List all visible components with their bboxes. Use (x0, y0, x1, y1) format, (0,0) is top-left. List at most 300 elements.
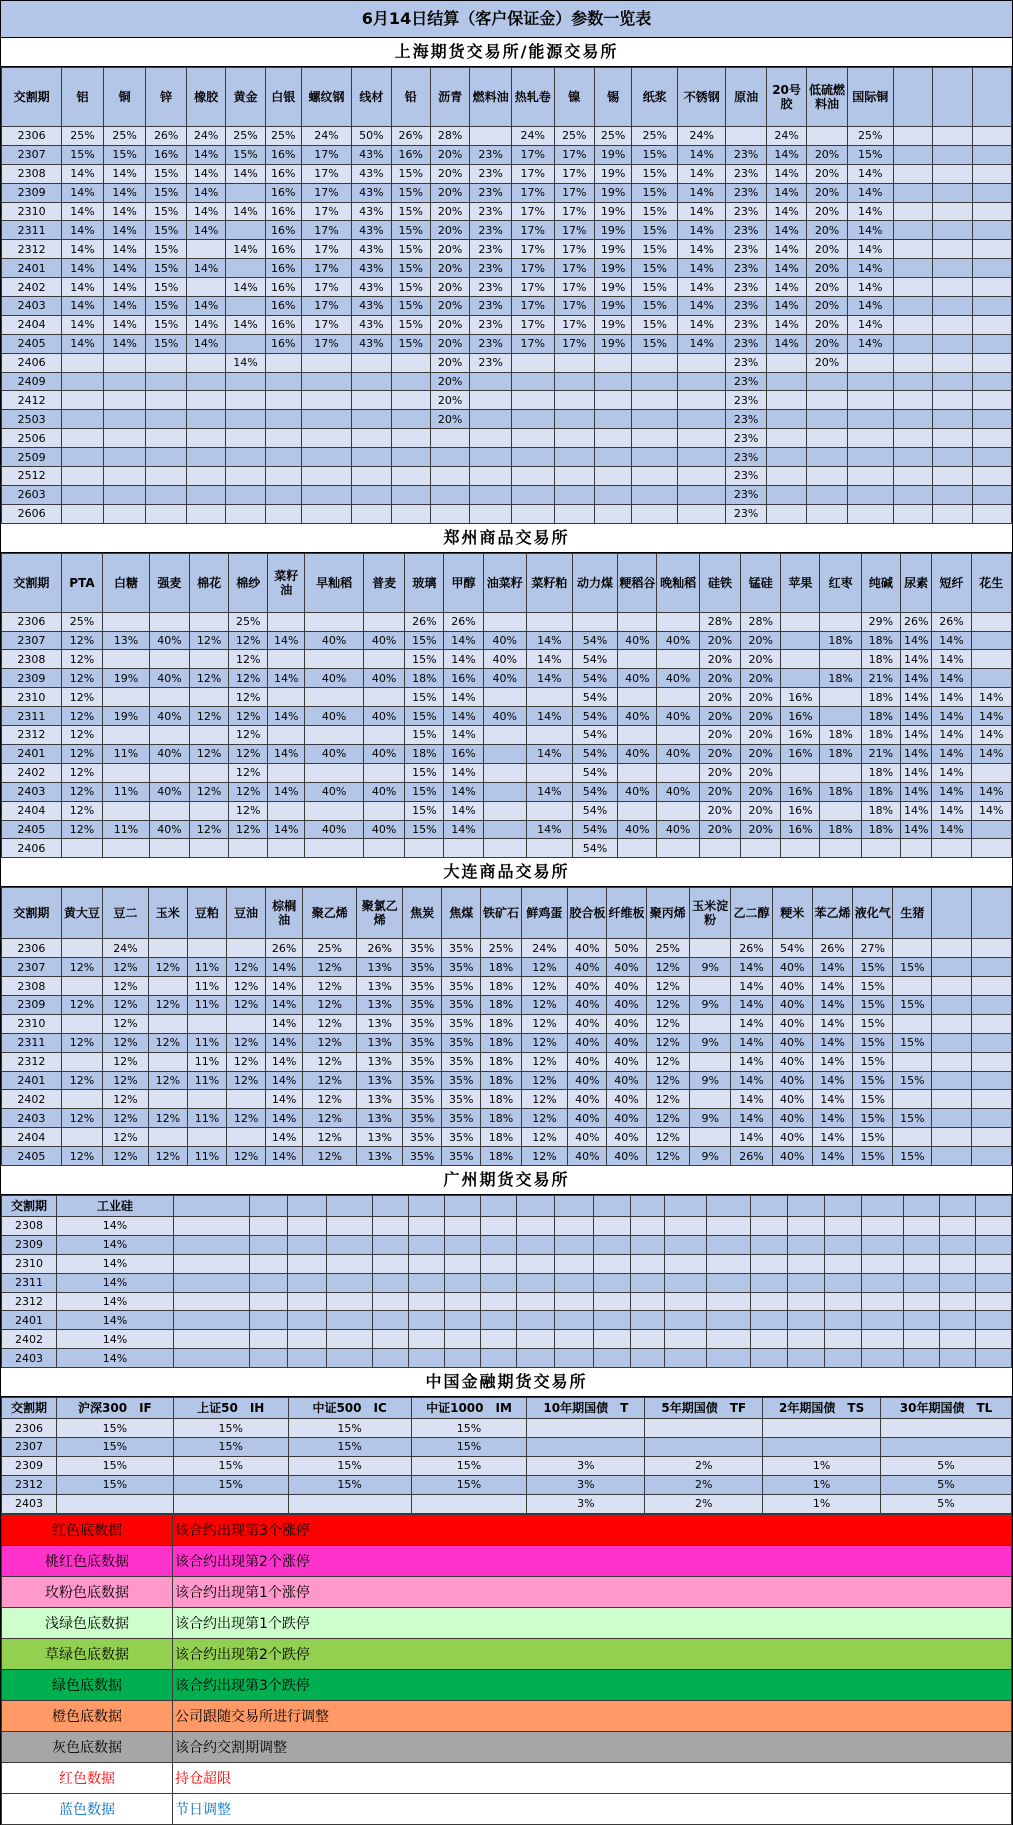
delivery-period-cell: 2310 (2, 202, 62, 221)
margin-cell: 15% (405, 650, 444, 669)
column-header: 棉花 (190, 553, 229, 612)
margin-cell (595, 410, 632, 429)
margin-cell: 40% (772, 1033, 812, 1052)
margin-cell (933, 183, 972, 202)
column-header: 焦煤 (442, 888, 481, 939)
margin-cell (470, 448, 512, 467)
delivery-period-cell: 2311 (2, 1273, 57, 1292)
margin-cell: 12% (227, 1033, 266, 1052)
margin-cell: 14% (678, 202, 726, 221)
margin-cell: 15% (173, 1437, 288, 1456)
margin-cell (430, 448, 469, 467)
margin-cell (190, 763, 229, 782)
delivery-period-cell: 2401 (2, 259, 62, 278)
margin-cell: 43% (352, 297, 391, 316)
column-header: 纸浆 (632, 68, 678, 127)
margin-cell (893, 1128, 932, 1147)
margin-cell: 14% (766, 202, 806, 221)
legend-key: 草绿色底数据 (2, 1638, 173, 1669)
margin-cell (707, 1330, 751, 1349)
margin-cell (933, 448, 972, 467)
delivery-period-cell: 2310 (2, 1254, 57, 1273)
delivery-period-cell: 2310 (2, 1014, 62, 1033)
margin-cell: 23% (726, 504, 766, 523)
margin-cell: 12% (227, 1052, 266, 1071)
margin-cell: 2% (645, 1475, 763, 1494)
table-row (2, 259, 1012, 278)
margin-cell (972, 410, 1011, 429)
column-header: 棕榈油 (266, 888, 303, 939)
margin-cell (226, 334, 265, 353)
margin-cell: 12% (61, 726, 102, 745)
legend-value: 该合约出现第3个涨停 (173, 1514, 1012, 1545)
legend-value: 节日调整 (173, 1793, 1012, 1824)
column-header (174, 1195, 250, 1216)
margin-cell: 12% (61, 995, 102, 1014)
legend-row (2, 1514, 1012, 1545)
margin-cell (781, 669, 820, 688)
column-header: 5年期国债 TF (645, 1398, 763, 1419)
margin-cell: 14% (103, 183, 146, 202)
table-row (2, 1475, 1012, 1494)
margin-cell: 16% (265, 297, 301, 316)
delivery-period-cell: 2403 (2, 1494, 57, 1513)
margin-cell (847, 391, 893, 410)
margin-cell: 15% (146, 221, 186, 240)
table-row (2, 669, 1012, 688)
margin-cell: 23% (470, 334, 512, 353)
margin-cell: 26% (731, 939, 772, 958)
margin-cell: 14% (731, 995, 772, 1014)
margin-cell: 28% (699, 612, 740, 631)
table-row (2, 782, 1012, 801)
margin-cell (940, 1349, 976, 1368)
margin-cell (807, 429, 847, 448)
margin-cell: 12% (521, 1014, 568, 1033)
margin-cell: 15% (288, 1419, 411, 1438)
margin-cell: 12% (190, 707, 229, 726)
margin-cell: 12% (646, 958, 689, 977)
margin-cell (174, 1273, 250, 1292)
margin-table (1, 1195, 1012, 1368)
margin-cell (481, 1273, 517, 1292)
margin-cell: 14% (57, 1216, 174, 1235)
margin-cell: 14% (186, 297, 225, 316)
margin-cell: 18% (861, 801, 900, 820)
margin-cell (847, 467, 893, 486)
margin-cell (825, 1216, 862, 1235)
margin-cell: 15% (853, 1128, 893, 1147)
margin-cell (657, 688, 699, 707)
margin-cell (893, 127, 932, 146)
margin-cell: 40% (363, 744, 404, 763)
margin-cell: 15% (56, 1475, 173, 1494)
margin-cell (678, 448, 726, 467)
margin-cell: 43% (352, 183, 391, 202)
delivery-period-cell: 2306 (2, 127, 62, 146)
margin-cell (62, 429, 104, 448)
margin-cell (149, 801, 189, 820)
margin-cell (972, 467, 1011, 486)
margin-cell (904, 1235, 940, 1254)
column-header: 燃料油 (470, 68, 512, 127)
margin-cell: 11% (187, 977, 226, 996)
margin-cell (146, 429, 186, 448)
margin-cell: 23% (726, 164, 766, 183)
margin-cell: 14% (900, 669, 932, 688)
margin-cell (678, 504, 726, 523)
margin-cell (305, 839, 364, 858)
margin-cell (146, 372, 186, 391)
margin-cell (301, 504, 351, 523)
margin-cell: 14% (812, 1071, 852, 1090)
column-header: 不锈钢 (678, 68, 726, 127)
column-header: 玻璃 (405, 553, 444, 612)
margin-cell (517, 1235, 555, 1254)
margin-cell: 13% (357, 1014, 403, 1033)
margin-cell (373, 1292, 409, 1311)
margin-cell (483, 839, 526, 858)
margin-cell: 14% (766, 259, 806, 278)
margin-cell: 40% (607, 1071, 646, 1090)
margin-cell (103, 504, 146, 523)
margin-cell: 20% (430, 240, 469, 259)
margin-cell: 35% (442, 1033, 481, 1052)
margin-cell: 40% (772, 1071, 812, 1090)
margin-cell: 40% (772, 995, 812, 1014)
margin-cell: 15% (632, 259, 678, 278)
margin-cell: 19% (103, 669, 150, 688)
margin-cell (186, 240, 225, 259)
margin-cell: 14% (731, 1090, 772, 1109)
margin-cell (174, 1349, 250, 1368)
margin-cell (373, 1311, 409, 1330)
margin-cell: 20% (741, 820, 781, 839)
margin-cell (807, 410, 847, 429)
margin-cell: 13% (357, 1128, 403, 1147)
margin-cell: 43% (352, 202, 391, 221)
margin-cell (847, 353, 893, 372)
margin-cell (352, 372, 391, 391)
legend-row (2, 1669, 1012, 1700)
margin-cell (862, 1216, 904, 1235)
legend-row (2, 1576, 1012, 1607)
margin-cell: 14% (527, 820, 573, 839)
margin-cell: 23% (726, 448, 766, 467)
margin-cell (657, 612, 699, 631)
margin-cell (445, 1311, 481, 1330)
margin-cell: 14% (678, 315, 726, 334)
margin-cell: 26% (266, 939, 303, 958)
margin-cell (751, 1330, 788, 1349)
margin-cell: 14% (678, 278, 726, 297)
margin-cell (904, 1216, 940, 1235)
delivery-period-cell: 2310 (2, 688, 62, 707)
margin-cell: 13% (357, 1090, 403, 1109)
margin-cell: 54% (572, 688, 618, 707)
margin-cell (517, 1254, 555, 1273)
margin-cell: 12% (646, 977, 689, 996)
margin-cell (707, 1254, 751, 1273)
margin-cell: 20% (699, 726, 740, 745)
margin-cell: 35% (403, 977, 442, 996)
margin-cell: 23% (726, 353, 766, 372)
margin-cell: 14% (766, 145, 806, 164)
delivery-period-cell: 2309 (2, 669, 62, 688)
table-row (2, 164, 1012, 183)
margin-cell: 20% (430, 221, 469, 240)
margin-cell: 18% (481, 1014, 521, 1033)
margin-cell (972, 504, 1011, 523)
margin-cell (893, 240, 932, 259)
margin-cell: 35% (403, 1071, 442, 1090)
margin-cell (527, 612, 573, 631)
margin-cell (766, 429, 806, 448)
margin-cell (363, 688, 404, 707)
margin-cell (595, 485, 632, 504)
margin-cell: 14% (62, 240, 104, 259)
margin-cell: 12% (227, 1147, 266, 1166)
margin-cell: 40% (149, 820, 189, 839)
header-row (2, 1398, 1012, 1419)
column-header: 油菜籽 (483, 553, 526, 612)
column-header: 短纤 (932, 553, 971, 612)
margin-cell: 15% (103, 145, 146, 164)
margin-cell: 14% (57, 1349, 174, 1368)
margin-cell: 24% (511, 127, 554, 146)
margin-cell (56, 1494, 173, 1513)
margin-cell (788, 1273, 825, 1292)
margin-cell (707, 1273, 751, 1292)
margin-cell (373, 1254, 409, 1273)
margin-cell: 14% (268, 820, 305, 839)
margin-cell (229, 839, 268, 858)
margin-cell: 14% (444, 763, 483, 782)
margin-cell: 15% (56, 1437, 173, 1456)
margin-cell (971, 939, 1011, 958)
margin-cell (301, 467, 351, 486)
margin-cell: 12% (103, 995, 149, 1014)
margin-cell: 15% (853, 958, 893, 977)
margin-cell: 18% (861, 782, 900, 801)
margin-cell (972, 278, 1011, 297)
margin-cell: 28% (741, 612, 781, 631)
margin-cell (788, 1254, 825, 1273)
column-header: 乙二醇 (731, 888, 772, 939)
margin-cell: 29% (861, 612, 900, 631)
margin-cell (595, 391, 632, 410)
margin-cell (327, 1254, 373, 1273)
margin-cell: 14% (57, 1292, 174, 1311)
margin-cell (893, 1090, 932, 1109)
margin-cell: 12% (227, 1109, 266, 1128)
margin-cell: 14% (971, 801, 1011, 820)
table-row (2, 995, 1012, 1014)
delivery-period-cell: 2404 (2, 1128, 62, 1147)
margin-cell (751, 1349, 788, 1368)
column-header: 低硫燃料油 (807, 68, 847, 127)
margin-cell: 40% (568, 1014, 607, 1033)
margin-cell (470, 372, 512, 391)
margin-cell: 18% (820, 631, 861, 650)
margin-cell: 35% (403, 1147, 442, 1166)
table-row (2, 297, 1012, 316)
margin-cell: 23% (470, 145, 512, 164)
margin-cell: 14% (527, 744, 573, 763)
margin-cell (265, 448, 301, 467)
margin-cell: 15% (288, 1456, 411, 1475)
margin-cell (483, 744, 526, 763)
margin-cell (933, 315, 972, 334)
margin-cell (825, 1254, 862, 1273)
margin-cell (932, 1128, 971, 1147)
margin-cell (305, 612, 364, 631)
margin-cell (227, 1014, 266, 1033)
delivery-period-cell: 2409 (2, 372, 62, 391)
margin-cell: 23% (726, 221, 766, 240)
legend-row (2, 1731, 1012, 1762)
delivery-period-cell: 2311 (2, 707, 62, 726)
margin-cell: 1% (763, 1475, 881, 1494)
margin-cell (972, 183, 1011, 202)
margin-cell: 15% (391, 240, 430, 259)
margin-cell: 12% (190, 744, 229, 763)
margin-cell (61, 1128, 102, 1147)
column-header (904, 1195, 940, 1216)
margin-cell (862, 1235, 904, 1254)
margin-cell (190, 650, 229, 669)
margin-cell (972, 429, 1011, 448)
margin-cell: 20% (807, 259, 847, 278)
margin-cell: 14% (900, 801, 932, 820)
margin-cell: 40% (568, 1109, 607, 1128)
margin-cell: 15% (632, 240, 678, 259)
margin-cell: 14% (812, 1128, 852, 1147)
margin-cell: 13% (103, 631, 150, 650)
margin-cell: 40% (149, 782, 189, 801)
margin-cell (690, 1128, 731, 1147)
margin-cell (594, 1292, 631, 1311)
margin-cell: 12% (646, 1014, 689, 1033)
margin-cell: 12% (303, 977, 357, 996)
margin-cell (227, 1128, 266, 1147)
margin-cell (190, 612, 229, 631)
delivery-period-cell: 2306 (2, 1419, 57, 1438)
margin-cell: 3% (527, 1494, 645, 1513)
delivery-period-cell: 2312 (2, 726, 62, 745)
margin-cell: 14% (62, 297, 104, 316)
margin-cell: 12% (190, 669, 229, 688)
margin-cell: 12% (303, 995, 357, 1014)
margin-cell (186, 429, 225, 448)
margin-cell (976, 1330, 1012, 1349)
margin-cell (932, 995, 971, 1014)
delivery-period-cell: 2308 (2, 164, 62, 183)
margin-cell: 15% (56, 1456, 173, 1475)
margin-cell (288, 1254, 327, 1273)
legend-value: 持仓超限 (173, 1762, 1012, 1793)
margin-cell: 20% (741, 726, 781, 745)
margin-cell (511, 372, 554, 391)
margin-cell: 20% (699, 744, 740, 763)
column-header: 工业硅 (57, 1195, 174, 1216)
table-row (2, 1419, 1012, 1438)
table-row (2, 1330, 1012, 1349)
margin-cell (250, 1349, 288, 1368)
table-row (2, 650, 1012, 669)
margin-cell (618, 801, 657, 820)
column-header: 30年期国债 TL (881, 1398, 1012, 1419)
margin-cell (881, 1437, 1012, 1456)
margin-cell (820, 801, 861, 820)
margin-cell: 12% (521, 1147, 568, 1166)
column-header (517, 1195, 555, 1216)
margin-cell: 40% (149, 631, 189, 650)
margin-cell (186, 278, 225, 297)
delivery-period-cell: 2405 (2, 1147, 62, 1166)
margin-cell: 18% (820, 744, 861, 763)
margin-cell: 20% (741, 631, 781, 650)
margin-cell: 12% (646, 1147, 689, 1166)
margin-cell (146, 504, 186, 523)
margin-cell: 12% (229, 763, 268, 782)
margin-cell (226, 297, 265, 316)
margin-cell: 14% (900, 820, 932, 839)
margin-cell (226, 391, 265, 410)
margin-cell (932, 977, 971, 996)
margin-cell (483, 726, 526, 745)
margin-cell (893, 221, 932, 240)
margin-cell: 17% (301, 145, 351, 164)
margin-cell: 14% (766, 315, 806, 334)
column-header: 交割期 (2, 1398, 57, 1419)
margin-cell: 54% (772, 939, 812, 958)
margin-cell (103, 467, 146, 486)
margin-cell: 14% (678, 297, 726, 316)
margin-cell (972, 372, 1011, 391)
margin-cell: 14% (266, 1071, 303, 1090)
margin-cell: 14% (731, 958, 772, 977)
margin-cell: 15% (173, 1419, 288, 1438)
margin-cell (174, 1292, 250, 1311)
margin-cell (444, 839, 483, 858)
margin-cell: 43% (352, 278, 391, 297)
margin-cell: 14% (103, 240, 146, 259)
margin-cell (618, 650, 657, 669)
margin-cell (618, 726, 657, 745)
margin-cell (645, 1419, 763, 1438)
table-row (2, 240, 1012, 259)
margin-cell: 14% (932, 801, 971, 820)
margin-cell (766, 485, 806, 504)
margin-cell (932, 1090, 971, 1109)
margin-cell (268, 688, 305, 707)
margin-cell: 12% (521, 1033, 568, 1052)
margin-cell: 17% (511, 334, 554, 353)
margin-cell (301, 391, 351, 410)
margin-cell (976, 1254, 1012, 1273)
margin-cell: 24% (301, 127, 351, 146)
margin-cell (190, 801, 229, 820)
margin-cell: 40% (772, 958, 812, 977)
margin-cell (103, 650, 150, 669)
margin-cell: 23% (470, 297, 512, 316)
margin-cell: 17% (554, 259, 594, 278)
margin-cell: 43% (352, 334, 391, 353)
margin-cell (933, 259, 972, 278)
delivery-period-cell: 2307 (2, 1437, 57, 1456)
margin-cell (933, 127, 972, 146)
